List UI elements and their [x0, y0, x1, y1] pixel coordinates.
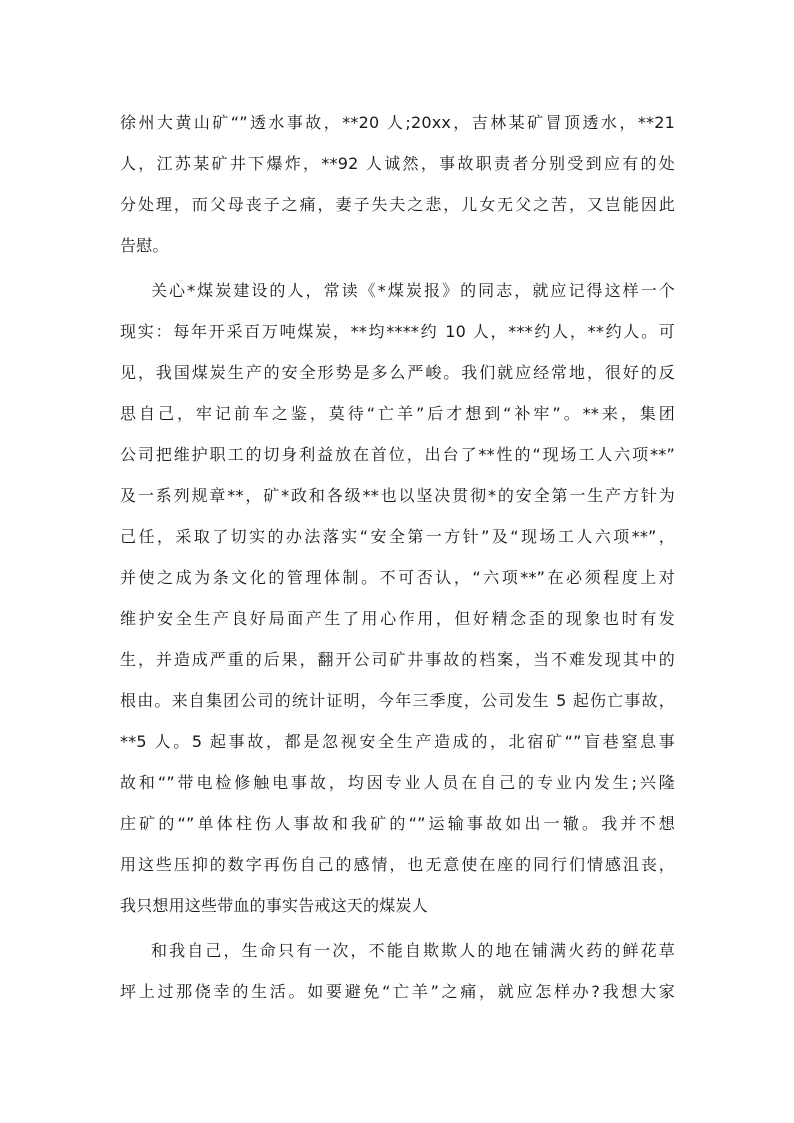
- text-line: 思自己，牢记前车之鉴，莫待“亡羊”后才想到“补牢”。**来，集团: [120, 404, 675, 423]
- text-line: 用这些压抑的数字再伤自己的感情，也无意使在座的同行们情感沮丧，: [120, 855, 675, 874]
- text-line: 徐州大黄山矿“”透水事故，**20 人;20xx，吉林某矿冒顶透水，**21: [120, 113, 675, 132]
- text-line: 和我自己，生命只有一次，不能自欺欺人的地在铺满火药的鲜花草: [151, 941, 675, 960]
- text-line: 分处理，而父母丧子之痛，妻子失夫之悲，儿女无父之苦，又岂能因此: [120, 195, 675, 214]
- text-line: 维护安全生产良好局面产生了用心作用，但好精念歪的现象也时有发: [120, 609, 675, 628]
- text-line: 现实：每年开采百万吨煤炭，**均****约 10 人，***约人，**约人。可: [120, 322, 675, 341]
- text-line: 生，并造成严重的后果，翻开公司矿井事故的档案，当不难发现其中的: [120, 650, 675, 669]
- text-line: 坪上过那侥幸的生活。如要避免“亡羊”之痛，就应怎样办?我想大家: [120, 982, 675, 1001]
- text-line: 己任，采取了切实的办法落实“安全第一方针”及“现场工人六项**”，: [120, 527, 675, 546]
- text-line: 根由。来自集团公司的统计证明，今年三季度，公司发生 5 起伤亡事故，: [120, 691, 675, 710]
- text-line: 公司把维护职工的切身利益放在首位，出台了**性的“现场工人六项**”: [120, 445, 675, 464]
- text-line: 我只想用这些带血的事实告戒这天的煤炭人: [120, 896, 428, 915]
- text-line: 并使之成为条文化的管理体制。不可否认，“六项**”在必须程度上对: [120, 568, 675, 587]
- document-page: [120, 102, 675, 1016]
- text-line: 庄矿的“”单体柱伤人事故和我矿的“”运输事故如出一辙。我并不想: [120, 814, 675, 833]
- text-line: **5 人。5 起事故，都是忽视安全生产造成的，北宿矿“”盲巷窒息事: [120, 732, 675, 751]
- text-line: 及一系列规章**，矿*政和各级**也以坚决贯彻*的安全第一生产方针为: [120, 486, 675, 505]
- paragraph-3: [120, 930, 675, 1012]
- text-line: 见，我国煤炭生产的安全形势是多么严峻。我们就应经常地，很好的反: [120, 363, 675, 382]
- text-line: 故和“”带电检修触电事故，均因专业人员在自己的专业内发生;兴隆: [120, 773, 675, 792]
- paragraph-2: [120, 270, 675, 926]
- text-line: 人，江苏某矿井下爆炸，**92 人诚然，事故职责者分别受到应有的处: [120, 154, 675, 173]
- text-line: 告慰。: [120, 236, 169, 255]
- paragraph-1: [120, 102, 675, 266]
- text-line: 关心*煤炭建设的人，常读《*煤炭报》的同志，就应记得这样一个: [151, 281, 675, 300]
